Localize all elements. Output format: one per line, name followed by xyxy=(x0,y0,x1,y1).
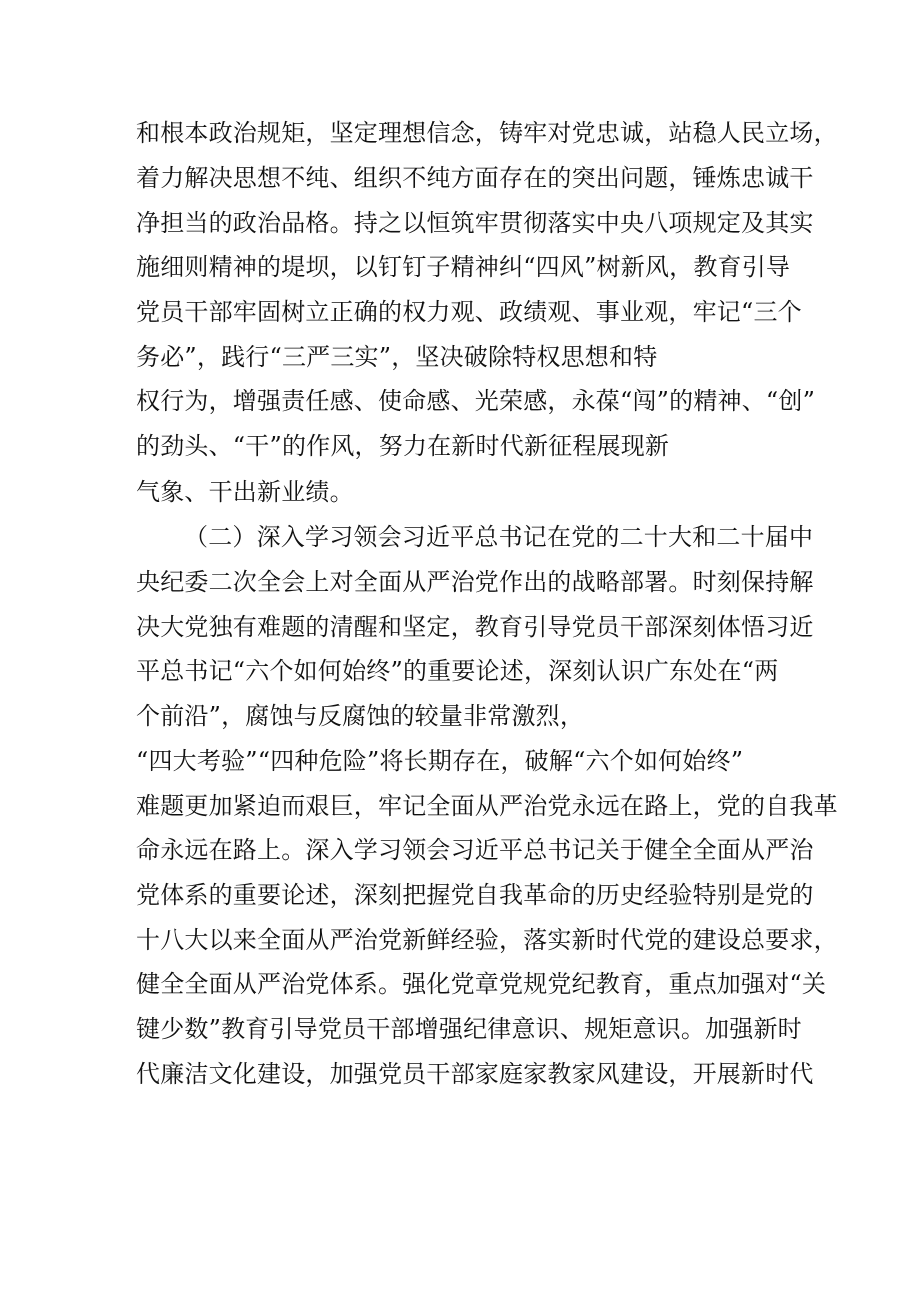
text-line-20: 健全全面从严治党体系。强化党章党规党纪教育，重点加强对“关 xyxy=(136,970,827,998)
text-line-15: “四大考验”“四种危险”将长期存在，破解“六个如何始终” xyxy=(136,747,744,775)
text-line-18: 党体系的重要论述，深刻把握党自我革命的历史经验特别是党的 xyxy=(136,881,814,909)
text-line-16: 难题更加紧迫而艰巨，牢记全面从严治党永远在路上，党的自我革 xyxy=(136,792,838,820)
text-line-6: 务必”，践行“三严三实”，坚决破除特权思想和特 xyxy=(136,343,658,371)
text-line-21: 键少数”教育引导党员干部增强纪律意识、规矩意识。加强新时 xyxy=(136,1015,802,1043)
text-line-8: 的劲头、“干”的作风，努力在新时代新征程展现新 xyxy=(136,432,670,460)
section-heading-line: （二）深入学习领会习近平总书记在党的二十大和二十届中 xyxy=(184,523,814,551)
text-line-3: 净担当的政治品格。持之以恒筑牢贯彻落实中央八项规定及其实 xyxy=(136,209,814,237)
text-line-17: 命永远在路上。深入学习领会习近平总书记关于健全全面从严治 xyxy=(136,836,814,864)
text-line-14: 个前沿”，腐蚀与反腐蚀的较量非常激烈， xyxy=(136,702,585,730)
text-line-12: 决大党独有难题的清醒和坚定，教育引导党员干部深刻体悟习近 xyxy=(136,613,814,641)
text-line-13: 平总书记“六个如何始终”的重要论述，深刻认识广东处在“两 xyxy=(136,657,779,685)
text-line-11: 央纪委二次全会上对全面从严治党作出的战略部署。时刻保持解 xyxy=(136,568,814,596)
text-line-22: 代廉洁文化建设，加强党员干部家庭家教家风建设，开展新时代 xyxy=(136,1060,814,1088)
text-line-5: 党员干部牢固树立正确的权力观、政绩观、事业观，牢记“三个 xyxy=(136,298,802,326)
text-line-7: 权行为，增强责任感、使命感、光荣感，永葆“闯”的精神、“创” xyxy=(136,387,816,415)
text-line-4: 施细则精神的堤坝，以钉钉子精神纠“四风”树新风，教育引导 xyxy=(136,253,791,281)
text-line-1: 和根本政治规矩，坚定理想信念，铸牢对党忠诚，站稳人民立场， xyxy=(136,119,838,147)
text-line-9: 气象、干出新业绩。 xyxy=(136,478,354,506)
text-line-2: 着力解决思想不纯、组织不纯方面存在的突出问题，锤炼忠诚干 xyxy=(136,164,814,192)
text-line-19: 十八大以来全面从严治党新鲜经验，落实新时代党的建设总要求， xyxy=(136,926,838,954)
